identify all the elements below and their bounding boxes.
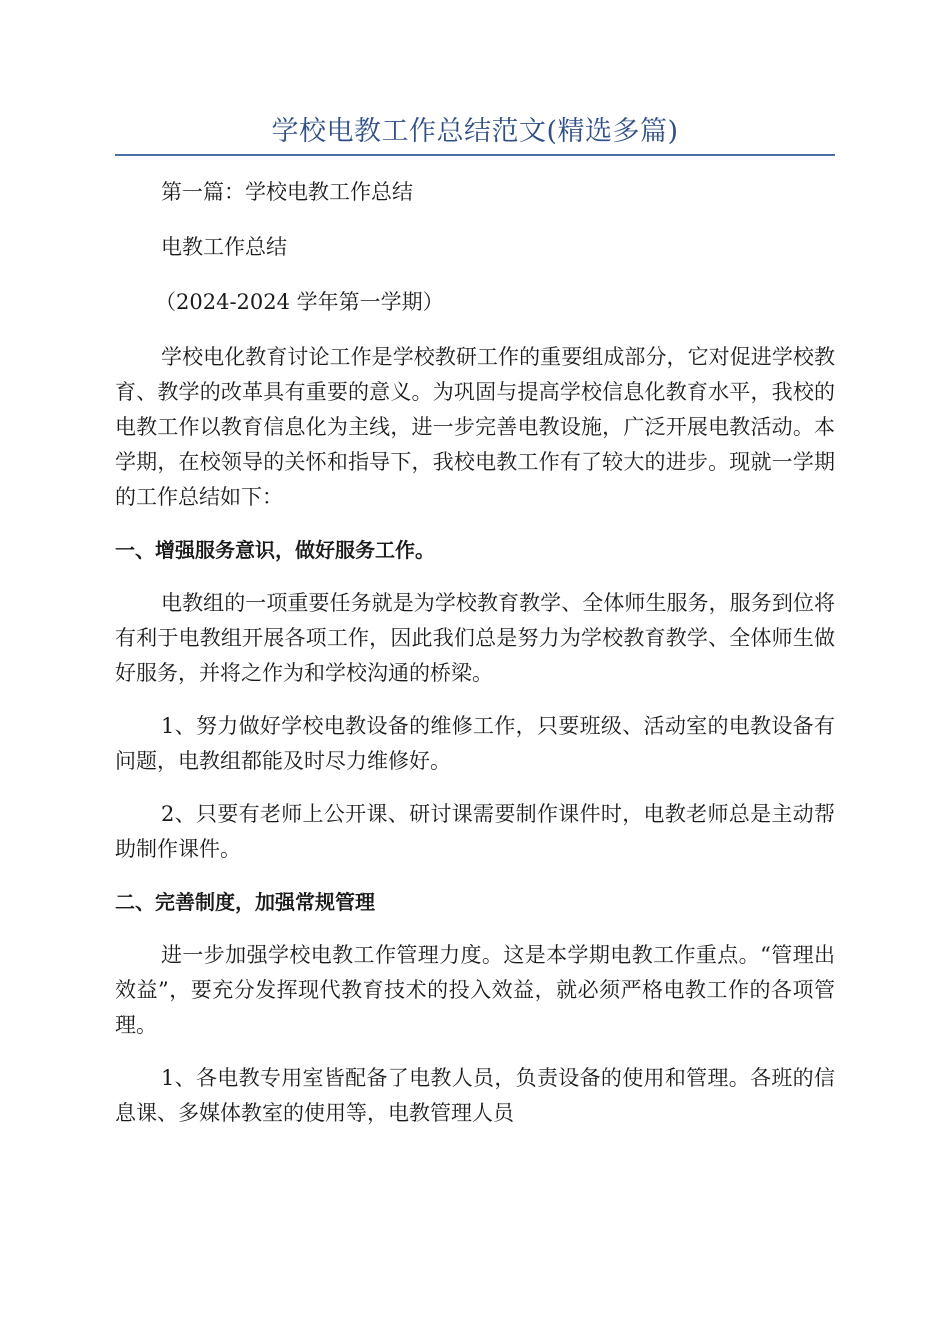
section-2-item-1: 1、各电教专用室皆配备了电教人员，负责设备的使用和管理。各班的信息课、多媒体教室的使用等，电教管理人员 <box>115 1066 835 1125</box>
chapter-heading: 第一篇：学校电教工作总结 <box>161 180 413 204</box>
document-title: 学校电教工作总结范文(精选多篇) <box>271 116 679 147</box>
title-underline <box>115 154 835 156</box>
section-1-item-1: 1、努力做好学校电教设备的维修工作，只要班级、活动室的电教设备有问题，电教组都能及时尽力维修好。 <box>115 714 835 773</box>
subtitle: 电教工作总结 <box>161 235 287 259</box>
intro-paragraph: 学校电化教育讨论工作是学校教研工作的重要组成部分，它对促进学校教育、教学的改革具有重要的意义。为巩固与提高学校信息化教育水平，我校的电教工作以教育信息化为主线，进一步完善电教设施，广泛开展电教活动。本学期，在校领导的关怀和指导下，我校电教工作有了较大的进步。现就一学期的工作总结如下： <box>115 345 835 509</box>
section-1-item-2: 2、只要有老师上公开课、研讨课需要制作课件时，电教老师总是主动帮助制作课件。 <box>115 802 835 861</box>
section-1-body: 电教组的一项重要任务就是为学校教育教学、全体师生服务，服务到位将有利于电教组开展各项工作，因此我们总是努力为学校教育教学、全体师生做好服务，并将之作为和学校沟通的桥梁。 <box>115 591 835 685</box>
document-body <box>115 175 835 1131</box>
section-2-body: 进一步加强学校电教工作管理力度。这是本学期电教工作重点。“管理出效益”，要充分发挥现代教育技术的投入效益，就必须严格电教工作的各项管理。 <box>115 943 835 1037</box>
term-label: （2024-2024 学年第一学期） <box>155 290 444 314</box>
section-2-heading: 二、完善制度，加强常规管理 <box>115 890 375 914</box>
section-1-heading: 一、增强服务意识，做好服务工作。 <box>115 538 435 562</box>
